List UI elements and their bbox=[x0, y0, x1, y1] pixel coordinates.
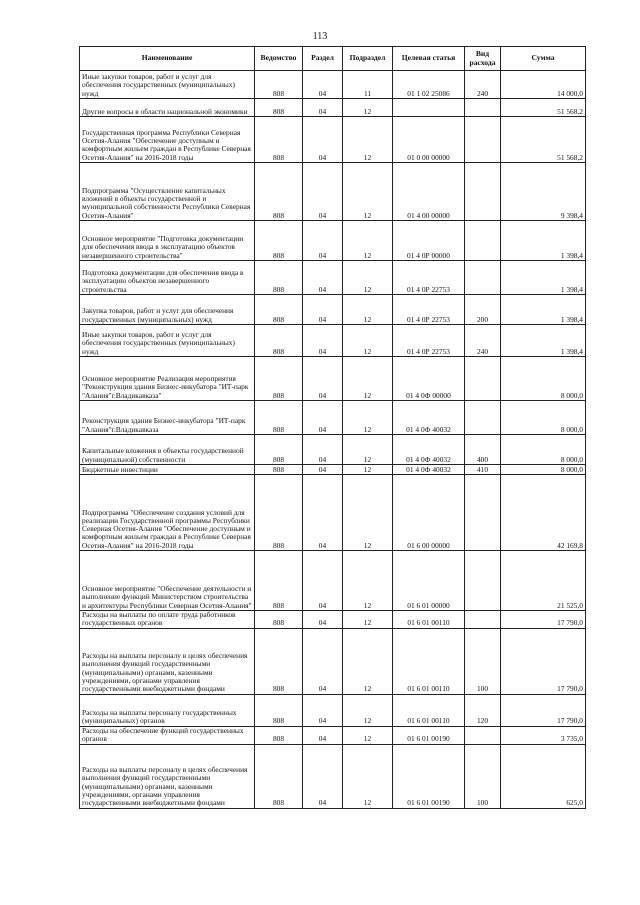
row-razdel: 04 bbox=[303, 475, 343, 551]
row-vedomstvo: 808 bbox=[255, 221, 303, 261]
row-vid: 120 bbox=[465, 694, 501, 726]
row-target: 01 6 01 00190 bbox=[393, 744, 465, 808]
row-target: 01 4 0Р 00000 bbox=[393, 221, 465, 261]
table-row bbox=[80, 435, 586, 465]
header-sum: Сумма bbox=[501, 47, 586, 71]
table-row bbox=[80, 99, 586, 117]
row-vid bbox=[465, 261, 501, 295]
row-name: Бюджетные инвестиции bbox=[80, 465, 255, 475]
row-razdel: 04 bbox=[303, 694, 343, 726]
row-podrazdel: 12 bbox=[343, 261, 393, 295]
row-name: Закупка товаров, работ и услуг для обеспечения государственных (муниципальных) нужд bbox=[80, 295, 255, 325]
row-target: 01 6 00 00000 bbox=[393, 475, 465, 551]
row-vedomstvo: 808 bbox=[255, 694, 303, 726]
header-razdel: Раздел bbox=[303, 47, 343, 71]
row-podrazdel: 12 bbox=[343, 163, 393, 221]
table-row bbox=[80, 744, 586, 808]
table-row bbox=[80, 611, 586, 629]
header-target: Целевая статья bbox=[393, 47, 465, 71]
table-row bbox=[80, 694, 586, 726]
header-vedomstvo: Ведомство bbox=[255, 47, 303, 71]
row-sum: 1 398,4 bbox=[501, 261, 586, 295]
row-name: Расходы на выплаты персоналу государственных (муниципальных) органов bbox=[80, 694, 255, 726]
row-podrazdel: 12 bbox=[343, 475, 393, 551]
table-row bbox=[80, 221, 586, 261]
row-razdel: 04 bbox=[303, 744, 343, 808]
row-vedomstvo: 808 bbox=[255, 465, 303, 475]
row-podrazdel: 11 bbox=[343, 71, 393, 99]
row-podrazdel: 12 bbox=[343, 628, 393, 694]
row-vedomstvo: 808 bbox=[255, 117, 303, 163]
row-razdel: 04 bbox=[303, 465, 343, 475]
row-vedomstvo: 808 bbox=[255, 611, 303, 629]
row-target: 01 6 01 00000 bbox=[393, 551, 465, 611]
row-sum: 17 790,0 bbox=[501, 694, 586, 726]
page-number: 113 bbox=[312, 31, 328, 42]
row-sum: 17 790,0 bbox=[501, 611, 586, 629]
row-vedomstvo: 808 bbox=[255, 163, 303, 221]
row-sum: 1 398,4 bbox=[501, 221, 586, 261]
row-sum: 17 790,0 bbox=[501, 628, 586, 694]
row-vedomstvo: 808 bbox=[255, 357, 303, 401]
row-target: 01 6 01 00110 bbox=[393, 694, 465, 726]
row-sum: 1 398,4 bbox=[501, 295, 586, 325]
row-vedomstvo: 808 bbox=[255, 71, 303, 99]
row-name: Другие вопросы в области национальной экономики bbox=[80, 99, 255, 117]
row-razdel: 04 bbox=[303, 435, 343, 465]
row-vedomstvo: 808 bbox=[255, 551, 303, 611]
table-row bbox=[80, 295, 586, 325]
row-vedomstvo: 808 bbox=[255, 261, 303, 295]
row-vid: 240 bbox=[465, 71, 501, 99]
row-podrazdel: 12 bbox=[343, 325, 393, 357]
row-vid bbox=[465, 117, 501, 163]
row-target: 01 4 0Ф 40032 bbox=[393, 401, 465, 435]
row-razdel: 04 bbox=[303, 117, 343, 163]
row-podrazdel: 12 bbox=[343, 435, 393, 465]
row-name: Иные закупки товаров, работ и услуг для обеспечения государственных (муниципальных) нужд bbox=[80, 71, 255, 99]
row-target: 01 4 0Р 22753 bbox=[393, 261, 465, 295]
row-sum: 3 735,0 bbox=[501, 726, 586, 744]
row-podrazdel: 12 bbox=[343, 401, 393, 435]
row-sum: 8 000,0 bbox=[501, 465, 586, 475]
row-target: 01 4 0Ф 40032 bbox=[393, 465, 465, 475]
row-target: 01 4 0Ф 40032 bbox=[393, 435, 465, 465]
row-podrazdel: 12 bbox=[343, 465, 393, 475]
table-row bbox=[80, 628, 586, 694]
row-razdel: 04 bbox=[303, 551, 343, 611]
row-vedomstvo: 808 bbox=[255, 325, 303, 357]
row-target: 01 4 0Р 22753 bbox=[393, 295, 465, 325]
row-name: Расходы на выплаты персоналу в целях обеспечения выполнения функций государственными (муниципальными) органами, казенными учреждениями, органами управления государственными внебюджетными фондами bbox=[80, 628, 255, 694]
row-podrazdel: 12 bbox=[343, 221, 393, 261]
table-row bbox=[80, 325, 586, 357]
row-target: 01 4 0Ф 00000 bbox=[393, 357, 465, 401]
row-podrazdel: 12 bbox=[343, 117, 393, 163]
row-vedomstvo: 808 bbox=[255, 99, 303, 117]
row-vid bbox=[465, 99, 501, 117]
row-name: Капитальные вложения в объекты государственной (муниципальной) собственности bbox=[80, 435, 255, 465]
row-target: 01 4 00 00000 bbox=[393, 163, 465, 221]
row-name: Подготовка документации для обеспечения ввода в эксплуатацию объектов незавершенного строительства bbox=[80, 261, 255, 295]
row-vid: 410 bbox=[465, 465, 501, 475]
row-target: 01 0 00 00000 bbox=[393, 117, 465, 163]
row-razdel: 04 bbox=[303, 401, 343, 435]
row-name: Подпрограмма "Осуществление капитальных вложений в объекты государственной и муниципальной собственности Республики Северная Осетия-Алания" bbox=[80, 163, 255, 221]
row-sum: 8 000,0 bbox=[501, 435, 586, 465]
row-name: Иные закупки товаров, работ и услуг для обеспечения государственных (муниципальных) нужд bbox=[80, 325, 255, 357]
row-podrazdel: 12 bbox=[343, 611, 393, 629]
row-target: 01 6 01 00110 bbox=[393, 628, 465, 694]
row-name: Основное мероприятие Реализация мероприятия "Реконструкция здания Бизнес-инкубатора "ИТ-парк "Алания"г.Владикавказа" bbox=[80, 357, 255, 401]
row-razdel: 04 bbox=[303, 726, 343, 744]
row-sum: 1 398,4 bbox=[501, 325, 586, 357]
row-podrazdel: 12 bbox=[343, 726, 393, 744]
row-podrazdel: 12 bbox=[343, 694, 393, 726]
row-target: 01 4 0Р 22753 bbox=[393, 325, 465, 357]
table-row bbox=[80, 726, 586, 744]
row-vid: 200 bbox=[465, 295, 501, 325]
row-razdel: 04 bbox=[303, 261, 343, 295]
row-sum: 51 568,2 bbox=[501, 117, 586, 163]
row-vid bbox=[465, 401, 501, 435]
row-sum: 9 398,4 bbox=[501, 163, 586, 221]
row-vid: 100 bbox=[465, 744, 501, 808]
row-target: 01 6 01 00190 bbox=[393, 726, 465, 744]
row-vid bbox=[465, 475, 501, 551]
table-row bbox=[80, 163, 586, 221]
table-row bbox=[80, 551, 586, 611]
row-razdel: 04 bbox=[303, 163, 343, 221]
row-name: Основное мероприятие "Обеспечение деятельности и выполнение функций Министерством строительства и архитектуры Республики Северная Осетия-Алания" bbox=[80, 551, 255, 611]
row-vid bbox=[465, 221, 501, 261]
row-target: 01 1 02 25086 bbox=[393, 71, 465, 99]
row-vedomstvo: 808 bbox=[255, 628, 303, 694]
row-vedomstvo: 808 bbox=[255, 726, 303, 744]
header-podrazdel: Подраздел bbox=[343, 47, 393, 71]
row-razdel: 04 bbox=[303, 325, 343, 357]
budget-table bbox=[79, 46, 586, 809]
row-name: Подпрограмма "Обеспечение создания условий для реализации Государственной программы Республики Северная Осетия-Алания "Обеспечение доступным и комфортным жильем граждан в Республике Северная Осетия-Алания" на 2016-2018 годы bbox=[80, 475, 255, 551]
row-sum: 8 000,0 bbox=[501, 401, 586, 435]
row-vid: 240 bbox=[465, 325, 501, 357]
table-row bbox=[80, 465, 586, 475]
row-name: Государственная программа Республики Северная Осетия-Алания "Обеспечение доступным и комфортным жильем граждан в Республике Северная Осетия-Алания" на 2016-2018 годы bbox=[80, 117, 255, 163]
row-razdel: 04 bbox=[303, 221, 343, 261]
row-vedomstvo: 808 bbox=[255, 401, 303, 435]
row-sum: 8 000,0 bbox=[501, 357, 586, 401]
row-vid: 400 bbox=[465, 435, 501, 465]
row-name: Реконструкция здания Бизнес-инкубатора "ИТ-парк "Алания"г.Владикавказа bbox=[80, 401, 255, 435]
table-row bbox=[80, 475, 586, 551]
row-sum: 21 525,0 bbox=[501, 551, 586, 611]
row-vedomstvo: 808 bbox=[255, 475, 303, 551]
row-target: 01 6 01 00110 bbox=[393, 611, 465, 629]
row-razdel: 04 bbox=[303, 611, 343, 629]
row-podrazdel: 12 bbox=[343, 295, 393, 325]
row-razdel: 04 bbox=[303, 628, 343, 694]
table-body bbox=[80, 71, 586, 809]
header-name: Наименование bbox=[80, 47, 255, 71]
row-vid bbox=[465, 726, 501, 744]
row-vedomstvo: 808 bbox=[255, 435, 303, 465]
row-vedomstvo: 808 bbox=[255, 744, 303, 808]
row-name: Расходы на выплаты персоналу в целях обеспечения выполнения функций государственными (муниципальными) органами, казенными учреждениями, органами управления государственными внебюджетными фондами bbox=[80, 744, 255, 808]
row-vid: 100 bbox=[465, 628, 501, 694]
row-podrazdel: 12 bbox=[343, 357, 393, 401]
row-podrazdel: 12 bbox=[343, 551, 393, 611]
row-razdel: 04 bbox=[303, 295, 343, 325]
row-sum: 51 568,2 bbox=[501, 99, 586, 117]
row-name: Расходы на обеспечение функций государственных органов bbox=[80, 726, 255, 744]
row-podrazdel: 12 bbox=[343, 744, 393, 808]
row-name: Основное мероприятие "Подготовка документации для обеспечения ввода в эксплуатацию объектов незавершенного строительства" bbox=[80, 221, 255, 261]
row-name: Расходы на выплаты по оплате труда работников государственных органов bbox=[80, 611, 255, 629]
row-vid bbox=[465, 551, 501, 611]
row-vid bbox=[465, 163, 501, 221]
row-target bbox=[393, 99, 465, 117]
row-vid bbox=[465, 357, 501, 401]
row-vid bbox=[465, 611, 501, 629]
table-row bbox=[80, 71, 586, 99]
row-razdel: 04 bbox=[303, 71, 343, 99]
header-vid: Вид расхода bbox=[465, 47, 501, 71]
table-header-row bbox=[80, 47, 586, 71]
row-sum: 625,0 bbox=[501, 744, 586, 808]
row-razdel: 04 bbox=[303, 357, 343, 401]
table-row bbox=[80, 117, 586, 163]
table-row bbox=[80, 261, 586, 295]
table-row bbox=[80, 357, 586, 401]
row-sum: 14 000,0 bbox=[501, 71, 586, 99]
row-podrazdel: 12 bbox=[343, 99, 393, 117]
row-vedomstvo: 808 bbox=[255, 295, 303, 325]
row-sum: 42 169,8 bbox=[501, 475, 586, 551]
table-row bbox=[80, 401, 586, 435]
row-razdel: 04 bbox=[303, 99, 343, 117]
